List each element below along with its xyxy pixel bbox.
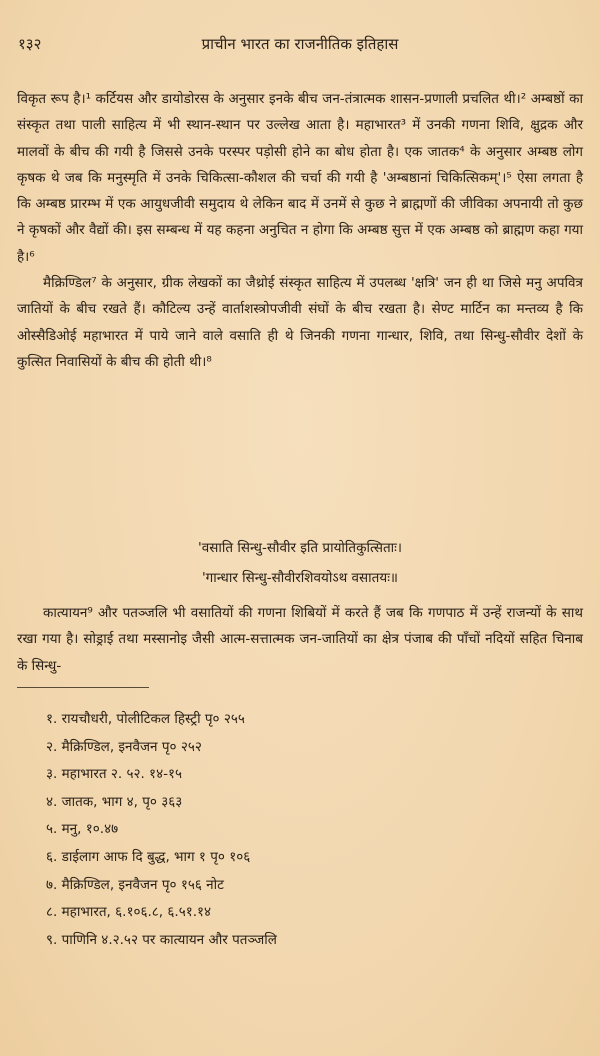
footnote-2: २. मैक्रिण्डिल, इनवैजन पृ० २५२ (46, 738, 202, 755)
footnote-4: ४. जातक, भाग ४, पृ० ३६३ (46, 793, 183, 810)
body-text-continued (17, 600, 583, 679)
verse-line-1: 'वसाति सिन्धु-सौवीर इति प्रायोतिकुत्सिताः। (198, 540, 402, 556)
paragraph-1: विकृत रूप है।¹ कर्टियस और डायोडोरस के अनुसार इनके बीच जन-तंत्रात्मक शासन-प्रणाली प्रचलित थी।² अम्बष्ठों का संस्कृत तथा पाली साहित्य में भी स्थान-स्थान पर उल्लेख आता है। महाभारत³ में उनकी गणना शिवि, क्षुद्रक और मालवों के बीच की गयी है जिससे उनके परस्पर पड़ोसी होने का बोध होता है। एक जातक⁴ के अनुसार अम्बष्ठ लोग कृषक थे जब कि मनुस्मृति में उनके चिकित्सा-कौशल की चर्चा की गयी है 'अम्बष्ठानां चिकित्सिकम्'।⁵ ऐसा लगता है कि अम्बष्ठ प्रारम्भ में एक आयुधजीवी समुदाय थे लेकिन बाद में उनमें से कुछ ने ब्राह्मणों की जीविका अपनायी तो कुछ ने कृषकों और वैद्यों की। इस सम्बन्ध में यह कहना अनुचित न होगा कि अम्बष्ठ सुत्त में एक अम्बष्ठ को ब्राह्मण कहा गया है।⁶ (17, 91, 583, 265)
footnote-7: ७. मैक्रिण्डिल, इनवैजन पृ० १५६ नोट (46, 876, 224, 893)
body-text (17, 86, 583, 375)
verse-line-2: 'गान्धार सिन्धु-सौवीरशिवयोऽथ वसातयः॥ (201, 570, 399, 586)
page-number: १३२ (18, 35, 42, 53)
running-title: प्राचीन भारत का राजनीतिक इतिहास (201, 35, 399, 53)
footnote-8: ८. महाभारत, ६.१०६.८, ६.५१.१४ (46, 904, 212, 921)
footnote-1: १. रायचौधरी, पोलीटिकल हिस्ट्री पृ० २५५ (46, 711, 245, 727)
footnote-divider (17, 687, 149, 688)
footnote-6: ६. डाईलाग आफ दि बुद्ध, भाग १ पृ० १०६ (46, 848, 251, 865)
footnote-9: ९. पाणिनि ४.२.५२ पर कात्यायन और पतञ्जलि (46, 931, 277, 948)
footnotes (46, 706, 566, 954)
footnote-5: ५. मनु, १०.४७ (46, 821, 119, 838)
page-header (18, 34, 582, 58)
footnote-3: ३. महाभारत २. ५२. १४-१५ (46, 766, 183, 783)
paragraph-2: मैक्रिण्डिल⁷ के अनुसार, ग्रीक लेखकों का जैथ्रोई संस्कृत साहित्य में उपलब्ध 'क्षत्रि' जन ही था जिसे मनु अपवित्र जातियों के बीच रखते हैं। कौटिल्य उन्हें वार्ताशस्त्रोपजीवी संघों के बीच रखता है। सेण्ट मार्टिन का मन्तव्य है कि ओस्सैडिओई महाभारत में पाये जाने वाले वसाति ही थे जिनकी गणना गान्धार, शिवि, तथा सिन्धु-सौवीर देशों के कुत्सित निवासियों के बीच की होती थी।⁸ (17, 275, 583, 370)
paragraph-3: कात्यायन⁹ और पतञ्जलि भी वसातियों की गणना शिबियों में करते हैं जब कि गणपाठ में उन्हें राजन्यों के साथ रखा गया है। सोड्राई तथा मस्सानोइ जैसी आत्म-सत्तात्मक जन-जातियों का क्षेत्र पंजाब की पाँचों नदियों सहित चिनाब के सिन्धु- (17, 605, 583, 674)
